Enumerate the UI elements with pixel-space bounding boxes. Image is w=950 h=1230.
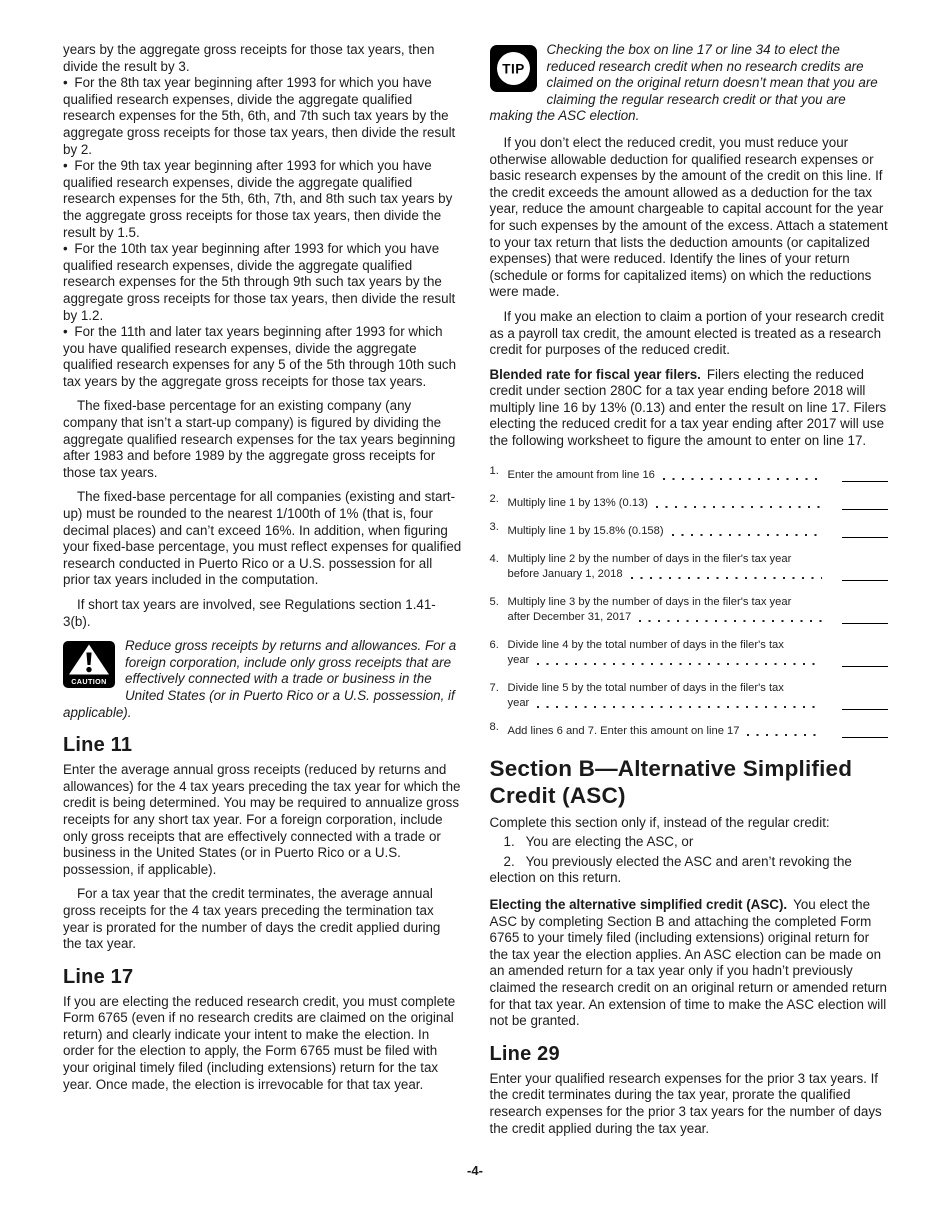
tip-icon bbox=[490, 45, 537, 92]
worksheet-answer-blank bbox=[830, 724, 888, 739]
worksheet-row-text: Multiply line 2 by the number of days in the filer's tax year bbox=[507, 552, 792, 565]
dot-leader bbox=[661, 468, 824, 483]
dot-leader bbox=[745, 724, 824, 739]
worksheet-row-number: 1. bbox=[489, 465, 499, 478]
worksheet-row-text: Divide line 5 by the total number of days in the filer's tax bbox=[507, 681, 784, 694]
blended-rate-runin-heading: Blended rate for fiscal year filers. bbox=[489, 366, 701, 382]
section-b-item-1: 1. You are electing the ASC, or bbox=[503, 834, 694, 850]
line11-paragraph-2: For a tax year that the credit terminates, the average annual gross receipts for the 4 tax years preceding the termination tax year is prorated for the number of days the credit applied during the tax year. bbox=[63, 886, 441, 952]
worksheet-row-number: 5. bbox=[489, 595, 499, 608]
two-column-layout bbox=[63, 42, 888, 1145]
dot-leader bbox=[535, 696, 824, 711]
line17-paragraph-1: If you are electing the reduced research credit, you must complete Form 6765 (even if no research credits are claimed on the original return) and clearly indicate your intent to make the election. In order for the election to apply, the Form 6765 must be filed with your original timely filed (including extensions) return for the tax year. Once made, the election is irrevocable for that tax year. bbox=[63, 993, 456, 1092]
worksheet-row-text: Multiply line 1 by 15.8% (0.158) bbox=[507, 524, 664, 537]
worksheet-row-3 bbox=[489, 521, 889, 539]
worksheet-row-text-2: year bbox=[507, 696, 530, 709]
paragraph-payroll-credit: If you make an election to claim a portion of your research credit as a payroll tax credit, the amount elected is treated as a research credit for purposes of the reduced credit. bbox=[489, 308, 884, 358]
electing-asc-runin-heading: Electing the alternative simplified credit (ASC). bbox=[489, 897, 788, 913]
worksheet-row-number: 4. bbox=[489, 552, 499, 565]
blended-rate-worksheet bbox=[489, 465, 889, 739]
caution-icon bbox=[63, 641, 115, 688]
bullet-item-8th-year: • For the 8th tax year beginning after 1993 for which you have qualified research expenses, divide the aggregate qualified research expenses for the 5th, 6th, and 7th such tax years by the aggregate gross receipts for those tax years, then divide the result by 2. bbox=[63, 75, 462, 158]
tip-text: Checking the box on line 17 or line 34 to elect the reduced research credit when no research credits are claimed on the original return doesn’t mean that you are claiming the regular research credit or that you are making the ASC election. bbox=[489, 42, 878, 124]
paragraph-reduce-deduction: If you don’t elect the reduced credit, you must reduce your otherwise allowable deduction for qualified research expenses or basic research expenses by the amount of the credit on this line. If the credit exceeds the amount allowed as a deduction for the tax year, reduce the amount chargeable to capital account for the year for such expenses by the amount of the excess. Attach a statement to your tax return that lists the deduction amounts (or capitalized expenses) that were reduced. Identify the lines of your return (schedule or forms for capitalized items) on which the reductions were made. bbox=[489, 134, 888, 300]
worksheet-row-6 bbox=[490, 638, 889, 668]
worksheet-answer-blank bbox=[830, 524, 888, 539]
worksheet-answer-blank bbox=[830, 468, 888, 483]
worksheet-row-number: 3. bbox=[489, 521, 499, 534]
line11-paragraph-1: Enter the average annual gross receipts (reduced by returns and allowances) for the 4 tax years preceding the tax year for which the credit is being determined. You may be required to annualize gross receipts for any short tax year. For a foreign corporation, include only gross receipts that are effectively connected with a trade or business in the United States (or in Puerto Rico or a U.S. possession, if applicable). bbox=[63, 762, 461, 877]
worksheet-answer-blank bbox=[830, 595, 888, 625]
heading-line-11: Line 11 bbox=[63, 734, 133, 757]
worksheet-row-text-2: year bbox=[507, 653, 530, 666]
worksheet-answer-blank bbox=[830, 496, 888, 511]
paragraph-blended-rate bbox=[490, 367, 889, 450]
worksheet-row-4 bbox=[490, 552, 889, 582]
heading-section-b: Section B—Alternative Simplified Credit (ASC) bbox=[489, 755, 853, 808]
blended-rate-text: Filers electing the reduced credit under section 280C for a tax year ending before 2018 will multiply line 16 by 13% (0.13) and enter the result on line 17. Filers electing the reduced credit for a tax year ending after 2017 will use the following worksheet to figure the amount to enter on line 17. bbox=[489, 366, 887, 449]
paragraph-continuation: years by the aggregate gross receipts for those tax years, then divide the result by 3. bbox=[63, 42, 435, 74]
heading-line-29: Line 29 bbox=[489, 1042, 560, 1065]
electing-asc-text: You elect the ASC by completing Section B and attaching the completed Form 6765 to your timely filed (including extensions) original return for the tax year the election applies. An ASC election can be made on an amended return for a tax year only if you hadn’t previously claimed the research credit on an original return or amended return for that tax year. An extension of time to make the ASC election will not be granted. bbox=[489, 897, 887, 1029]
worksheet-row-7 bbox=[490, 681, 889, 711]
worksheet-answer-blank bbox=[830, 552, 888, 582]
left-column bbox=[63, 42, 462, 1145]
worksheet-row-text: Multiply line 1 by 13% (0.13) bbox=[507, 496, 649, 509]
dot-leader bbox=[629, 567, 824, 582]
dot-leader bbox=[535, 653, 824, 668]
worksheet-row-text: Add lines 6 and 7. Enter this amount on line 17 bbox=[507, 724, 740, 737]
section-b-item-2: 2. You previously elected the ASC and aren’t revoking the election on this return. bbox=[489, 853, 856, 886]
tip-notice bbox=[490, 42, 889, 125]
dot-leader bbox=[654, 496, 824, 511]
paragraph-existing-company: The fixed-base percentage for an existing company (any company that isn’t a start-up company) is figured by dividing the aggregate qualified research expenses for the tax years beginning after 1983 and before 1989 by the aggregate gross receipts for those tax years. bbox=[63, 398, 456, 480]
worksheet-row-text: Divide line 4 by the total number of days in the filer's tax bbox=[507, 638, 784, 651]
bullet-item-9th-year: • For the 9th tax year beginning after 1993 for which you have qualified research expenses, divide the aggregate qualified research expenses for the 5th, 6th, 7th, and 8th such tax years by the aggregate gross receipts for those tax years, then divide the result by 1.5. bbox=[63, 158, 462, 241]
page-number: -4- bbox=[467, 1163, 483, 1178]
paragraph-electing-asc bbox=[490, 897, 889, 1030]
dot-leader bbox=[637, 610, 824, 625]
heading-line-17: Line 17 bbox=[63, 965, 134, 988]
line29-paragraph-1: Enter your qualified research expenses for the prior 3 tax years. If the credit terminates during the tax year, prorate the qualified research expenses for the prior 3 tax years for the number of days the credit applied during the tax year. bbox=[489, 1070, 882, 1136]
dot-leader bbox=[670, 524, 824, 539]
worksheet-row-number: 6. bbox=[489, 638, 499, 651]
worksheet-answer-blank bbox=[830, 681, 888, 711]
worksheet-answer-blank bbox=[830, 638, 888, 668]
worksheet-row-text-2: before January 1, 2018 bbox=[507, 567, 623, 580]
worksheet-row-number: 8. bbox=[489, 721, 499, 734]
worksheet-row-1 bbox=[489, 465, 889, 483]
worksheet-row-number: 2. bbox=[489, 493, 499, 506]
section-b-intro: Complete this section only if, instead of the regular credit: bbox=[489, 814, 830, 830]
caution-notice bbox=[63, 638, 462, 721]
worksheet-row-text: Enter the amount from line 16 bbox=[507, 468, 655, 481]
worksheet-row-5 bbox=[490, 595, 889, 625]
worksheet-row-8 bbox=[489, 721, 889, 739]
worksheet-row-text-2: after December 31, 2017 bbox=[507, 610, 632, 623]
bullet-item-11th-year: • For the 11th and later tax years beginning after 1993 for which you have qualified research expenses, divide the aggregate qualified research expenses for any 5 of the 5th through 10th such tax years by the aggregate gross receipts for those tax years. bbox=[63, 324, 462, 390]
caution-text: Reduce gross receipts by returns and allowances. For a foreign corporation, include only gross receipts that are effectively connected with a trade or business in the United States (or in Puerto Rico or a U.S. possession, if applicable). bbox=[63, 638, 457, 720]
caution-icon-label: CAUTION bbox=[71, 677, 107, 687]
right-column bbox=[490, 42, 889, 1145]
bullet-item-10th-year: • For the 10th tax year beginning after 1993 for which you have qualified research expenses, divide the aggregate qualified research expenses for the 5th through 9th such tax years by the aggregate gross receipts for those tax years, then divide the result by 1.2. bbox=[63, 241, 462, 324]
worksheet-row-number: 7. bbox=[489, 681, 499, 694]
paragraph-short-tax-years: If short tax years are involved, see Regulations section 1.41-3(b). bbox=[63, 597, 436, 629]
tip-icon-label: TIP bbox=[501, 61, 525, 77]
paragraph-rounding: The fixed-base percentage for all companies (existing and start-up) must be rounded to the nearest 1/100th of 1% (that is, four decimal places) and can’t exceed 16%. In addition, when figuring your fixed-base percentage, you must reflect expenses for qualified research conducted in Puerto Rico or a U.S. possession for all prior tax years included in the computation. bbox=[63, 489, 462, 588]
worksheet-row-text: Multiply line 3 by the number of days in the filer's tax year bbox=[507, 595, 792, 608]
worksheet-row-2 bbox=[489, 493, 889, 511]
